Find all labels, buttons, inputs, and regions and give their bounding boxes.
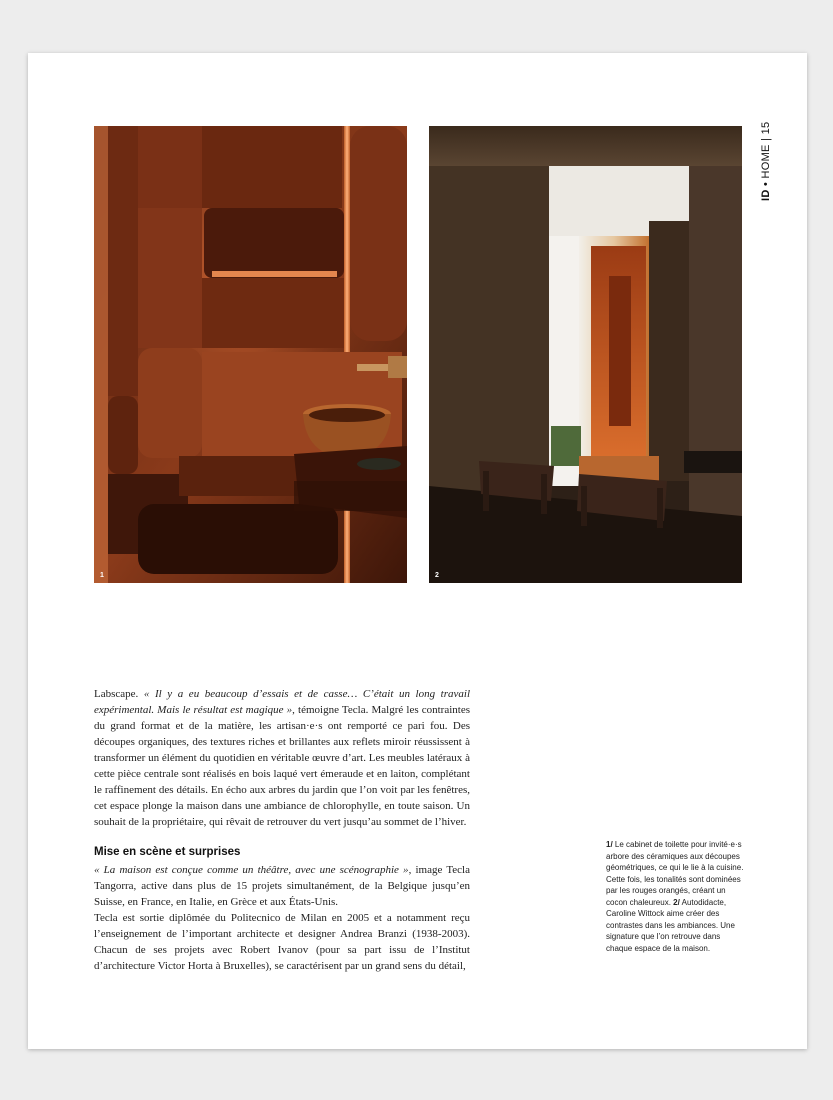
- magazine-page: [28, 53, 807, 1049]
- dining-hallway-image: [429, 126, 742, 583]
- paragraph-1: [94, 686, 470, 830]
- paragraph-3: Tecla est sortie diplômée du Politecnico de Milan en 2005 et a notamment reçu l’enseignement de l’important architecte et designer Andrea Branzi (1938-2003). Chacun de ses projets avec Robert Ivanov (pour sa part issu de l’Institut d’architecture Victor Horta à Bruxelles), se caractérisent par un grand sens du détail,: [94, 912, 470, 972]
- page-folio: [760, 122, 772, 201]
- caption-text-2: Autodidacte, Caroline Wittock aime créer des contrastes dans les ambiances. Une signature que l’on retrouve dans chaque espace de la maison.: [606, 897, 735, 953]
- article-body: [94, 686, 470, 974]
- caption-number-1: 1/: [606, 840, 613, 849]
- caption-text-1: Le cabinet de toilette pour invité·e·s arbore des céramiques aux découpes géométriques, ce qui le lie à la cuisine. Cette fois, les tonalités sont dominées par les rouges orangés, créant un cocon chaleureux.: [606, 840, 744, 907]
- caption-number-2: 2/: [673, 897, 680, 907]
- photo-washroom: [94, 126, 407, 583]
- paragraph-2-rest: , image Tecla Tangorra, active dans plus de 15 projets simultanément, de la Belgique jusqu’en Suisse, en France, en Italie, en Grèce et aux États-Unis.: [94, 864, 470, 908]
- folio-page-number: 15: [760, 121, 772, 135]
- paragraph-1-rest: , témoigne Tecla. Malgré les contraintes du grand format et de la matière, les artisan·e·s ont remporté ce pari fou. Des découpes organiques, des textures riches et brillantes aux reflets miroir réussissent à transformer un élément du quotidien en véritable œuvre d’art. Les meubles latéraux à cette pièce centrale sont réalisés en bois laqué vert émeraude et en laiton, complétant le raffinement des détails. En écho aux arbres du jardin que l’on voit par les fenêtres, cet espace plonge la maison dans une ambiance de chlorophylle, en toute saison. Un souhait de la propriétaire, qui rêvait de retrouver du vert jusqu’au sommet de l’hiver.: [94, 704, 470, 828]
- paragraph-1-quote: « Il y a eu beaucoup d’essais et de casse… C’était un long travail expérimental. Mais le résultat est magique »: [94, 688, 471, 716]
- photo-number-2: 2: [435, 572, 439, 579]
- folio-divider: |: [760, 137, 772, 141]
- photo-number-1: 1: [100, 572, 104, 579]
- folio-brand: ID: [760, 189, 772, 201]
- washroom-image: [94, 126, 407, 583]
- paragraph-2: [94, 862, 470, 910]
- photo-caption: [606, 839, 746, 954]
- paragraph-2-quote: « La maison est conçue comme un théâtre, avec une scénographie »: [94, 864, 409, 876]
- folio-section: HOME: [760, 144, 772, 179]
- paragraph-1-lead: Labscape.: [94, 688, 144, 700]
- section-subhead: Mise en scène et surprises: [94, 846, 241, 858]
- photo-dining-hallway: [429, 126, 742, 583]
- folio-separator: •: [760, 181, 772, 187]
